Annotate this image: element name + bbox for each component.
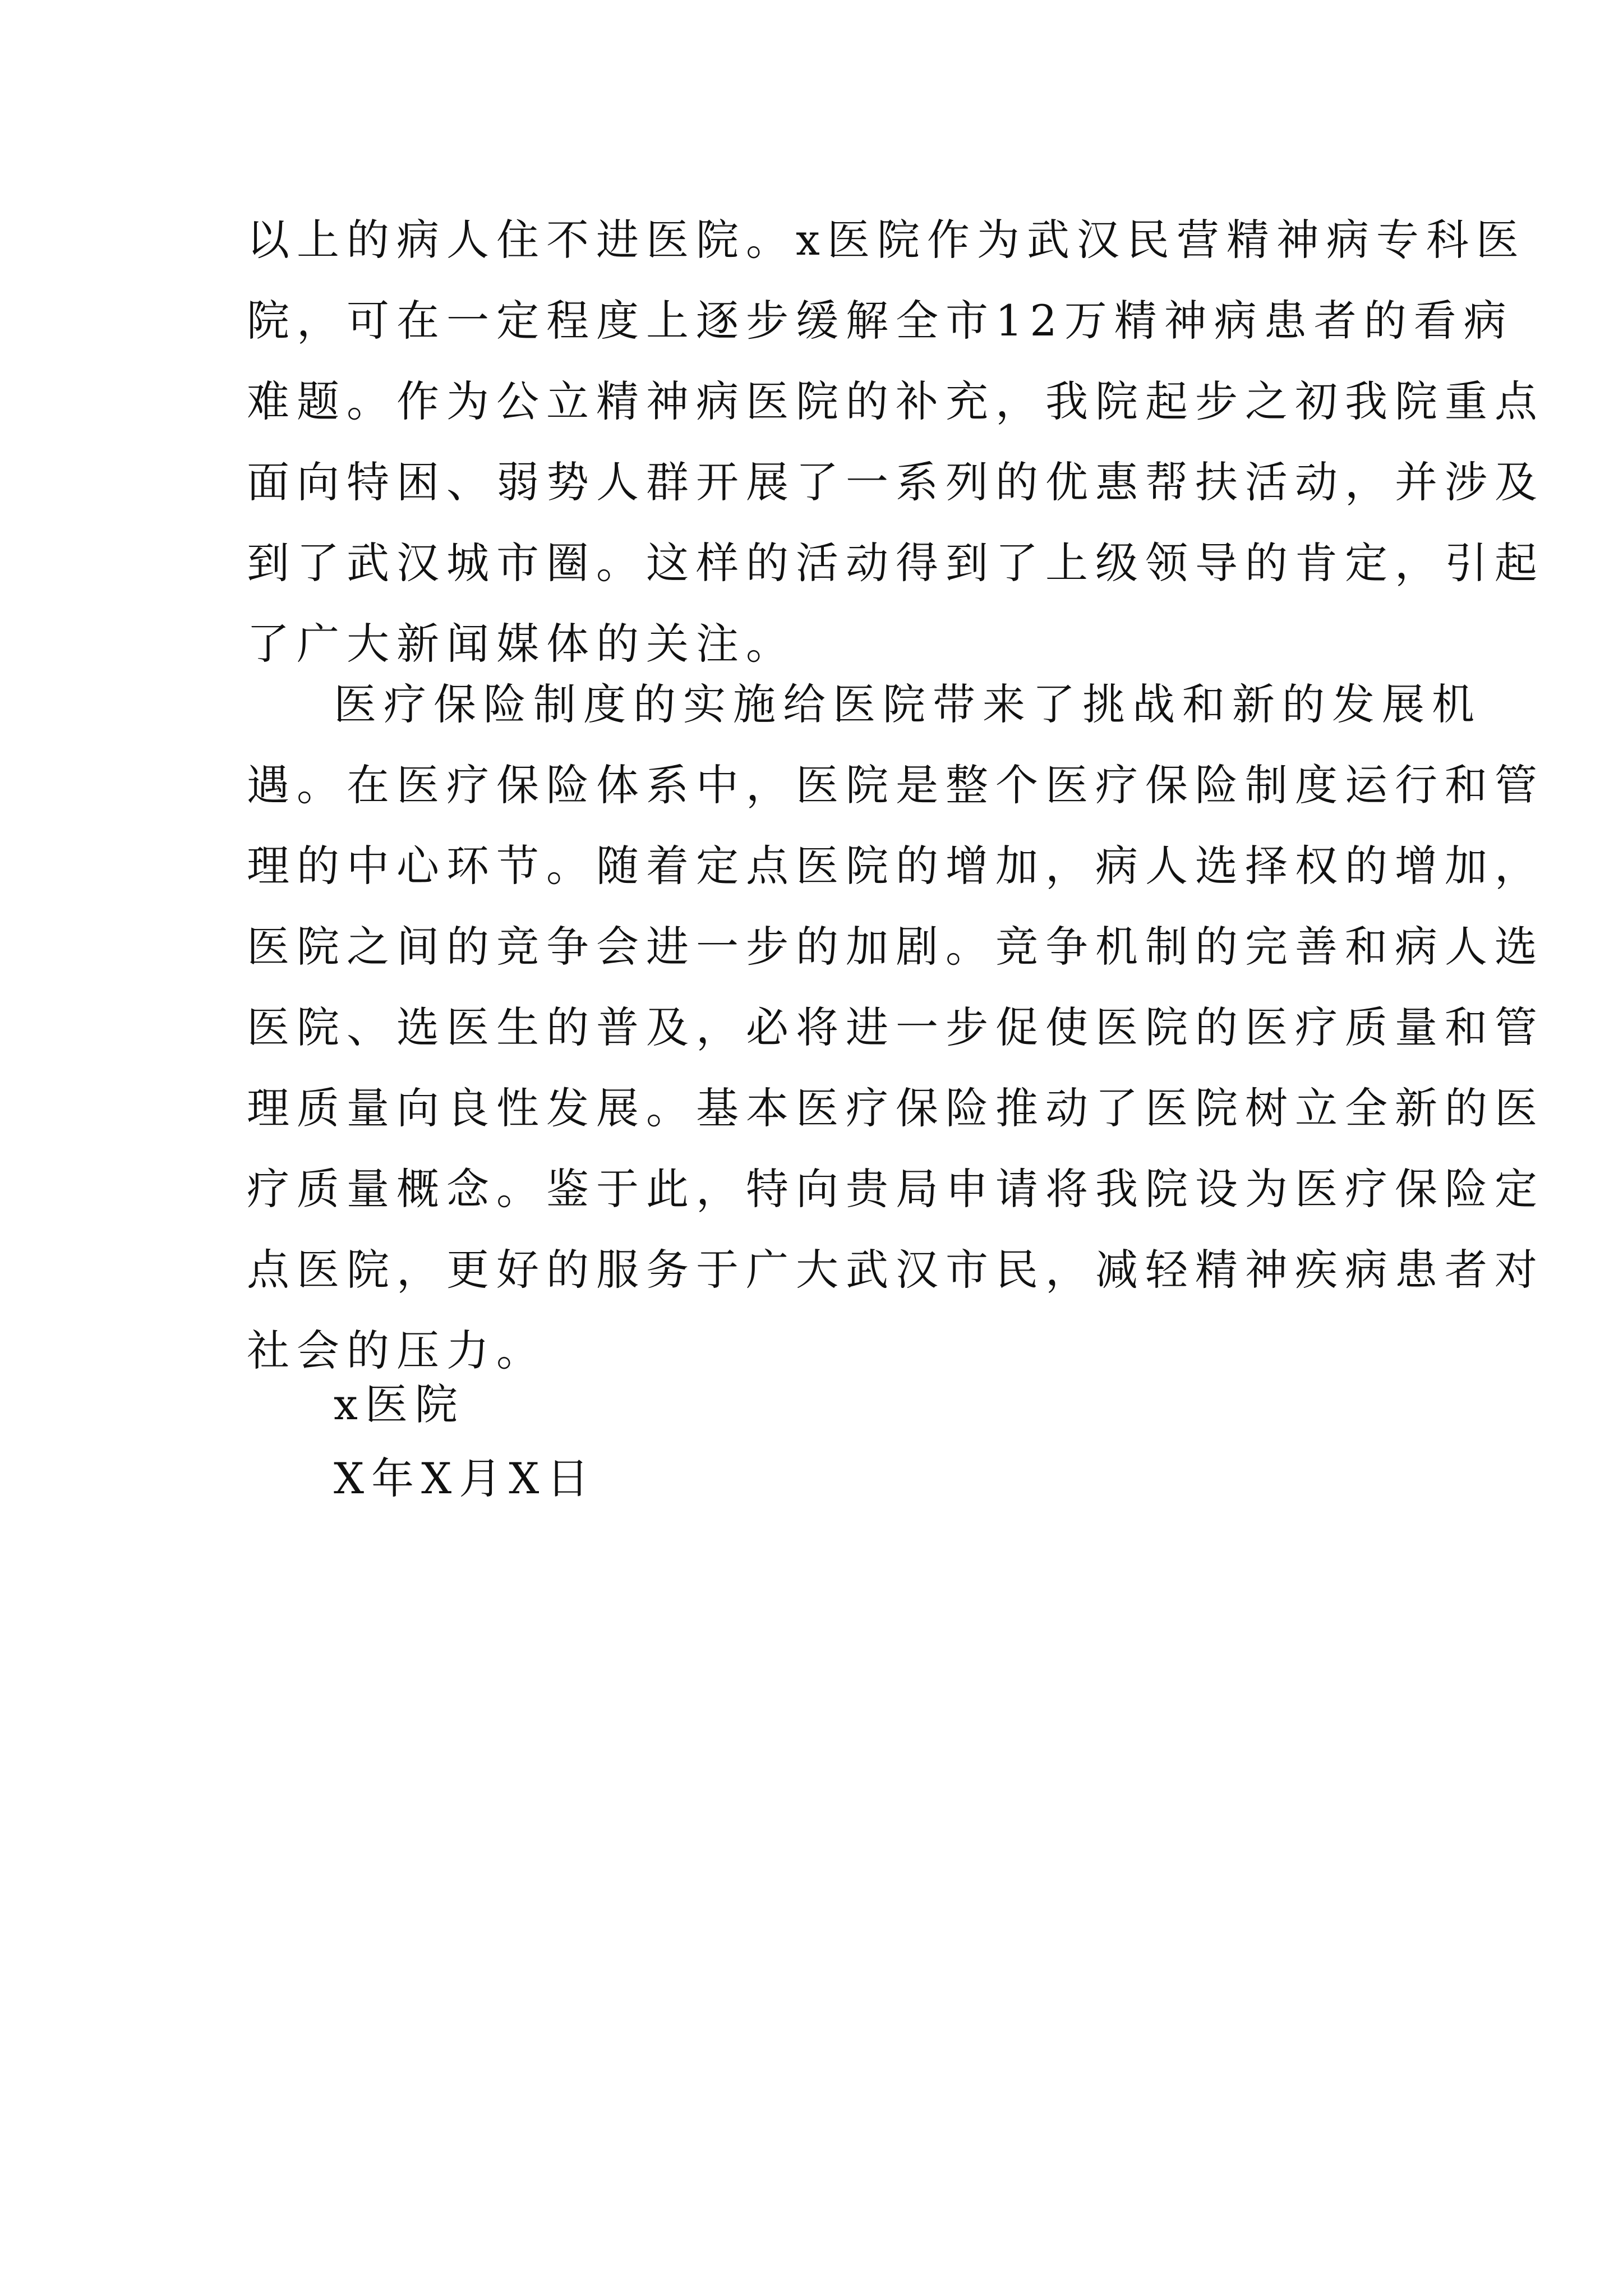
signature-date: X年X月X日 [334,1453,597,1503]
paragraph-line: 遇。在医疗保险体系中，医院是整个医疗保险制度运行和管 [247,760,1544,810]
paragraph-line: 面向特困、弱势人群开展了一系列的优惠帮扶活动，并涉及 [247,457,1544,507]
paragraph-line: 医疗保险制度的实施给医院带来了挑战和新的发展机 [334,679,1482,729]
paragraph-line: 院，可在一定程度上逐步缓解全市12万精神病患者的看病 [247,296,1514,346]
paragraph-line: 点医院，更好的服务于广大武汉市民，减轻精神疾病患者对 [247,1245,1544,1295]
paragraph-line: 理质量向良性发展。基本医疗保险推动了医院树立全新的医 [247,1083,1544,1133]
paragraph-line: 了广大新闻媒体的关注。 [247,619,796,669]
signature-organization: x医院 [334,1379,465,1429]
paragraph-line: 理的中心环节。随着定点医院的增加，病人选择权的增加， [247,841,1544,891]
paragraph-line: 医院之间的竞争会进一步的加剧。竞争机制的完善和病人选 [247,922,1544,972]
paragraph-line: 难题。作为公立精神病医院的补充，我院起步之初我院重点 [247,376,1544,426]
paragraph-line: 社会的压力。 [247,1326,546,1375]
paragraph-line: 到了武汉城市圈。这样的活动得到了上级领导的肯定，引起 [247,538,1544,588]
paragraph-line: 以上的病人住不进医院。x医院作为武汉民营精神病专科医 [247,215,1526,265]
paragraph-line: 医院、选医生的普及，必将进一步促使医院的医疗质量和管 [247,1002,1544,1052]
paragraph-line: 疗质量概念。鉴于此，特向贵局申请将我院设为医疗保险定 [247,1164,1544,1214]
